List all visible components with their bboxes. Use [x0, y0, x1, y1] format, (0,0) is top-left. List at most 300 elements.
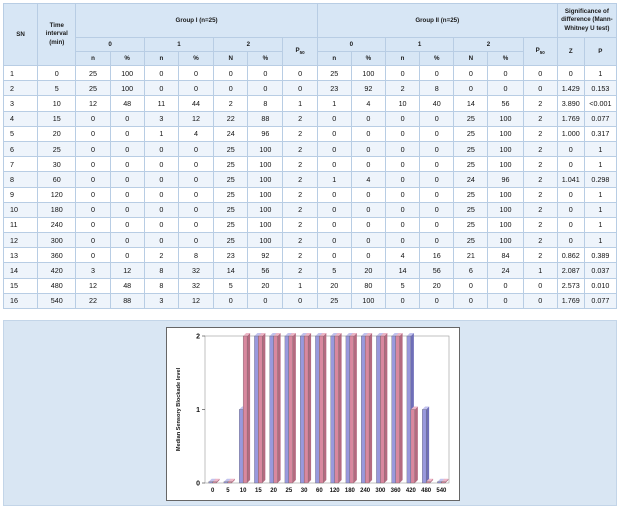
- bar-side: [384, 333, 387, 483]
- table-body: [4, 66, 617, 309]
- table-cell: 0: [110, 202, 144, 217]
- table-cell: 0: [283, 293, 317, 308]
- table-cell: 0: [351, 126, 385, 141]
- table-cell: 0: [76, 187, 110, 202]
- table-cell: 0: [385, 293, 419, 308]
- table-cell: 0: [76, 202, 110, 217]
- table-row: [4, 202, 617, 217]
- table-row: [4, 172, 617, 187]
- table-row: [4, 126, 617, 141]
- table-cell: 0: [283, 66, 317, 81]
- table-cell: 0: [76, 217, 110, 232]
- table-cell: 100: [488, 202, 523, 217]
- bar-side: [354, 333, 357, 483]
- table-cell: 6: [454, 263, 488, 278]
- table-cell: 0: [110, 111, 144, 126]
- table-cell: 0: [76, 126, 110, 141]
- table-cell: 0: [144, 141, 178, 156]
- table-cell: 0: [557, 66, 584, 81]
- table-cell: 0: [385, 66, 419, 81]
- table-cell: 2: [283, 187, 317, 202]
- table-cell: 96: [248, 126, 283, 141]
- table-cell: 2: [523, 248, 557, 263]
- table-cell: 25: [454, 126, 488, 141]
- table-cell: 0: [351, 217, 385, 232]
- table-cell: 0: [144, 187, 178, 202]
- table-cell: 100: [488, 141, 523, 156]
- bar: [411, 410, 415, 484]
- table-cell: 100: [248, 233, 283, 248]
- header-g1-level-1: 1: [144, 38, 213, 52]
- table-cell: 0: [420, 217, 454, 232]
- table-cell: 15: [4, 278, 38, 293]
- table-cell: 2: [385, 81, 419, 96]
- table-cell: 1: [317, 96, 351, 111]
- table-cell: 0: [523, 293, 557, 308]
- table-cell: 100: [488, 187, 523, 202]
- table-cell: 48: [110, 278, 144, 293]
- table-cell: 5: [214, 278, 248, 293]
- table-cell: 48: [110, 96, 144, 111]
- table-cell: 96: [488, 172, 523, 187]
- table-cell: 4: [351, 172, 385, 187]
- table-cell: 0: [178, 66, 213, 81]
- y-tick-label: 0: [196, 480, 200, 488]
- table-cell: 25: [454, 157, 488, 172]
- table-cell: 0: [420, 66, 454, 81]
- table-cell: 25: [76, 81, 110, 96]
- header-g2-l0-n: n: [317, 52, 351, 66]
- table-cell: 0: [178, 172, 213, 187]
- table-cell: 1: [523, 263, 557, 278]
- table-cell: 92: [351, 81, 385, 96]
- table-cell: 0: [178, 141, 213, 156]
- table-row: [4, 141, 617, 156]
- table-cell: 0: [144, 157, 178, 172]
- table-cell: 3: [76, 263, 110, 278]
- table-cell: 0: [110, 141, 144, 156]
- table-cell: 0: [317, 217, 351, 232]
- bar: [331, 336, 335, 483]
- table-cell: 0.077: [584, 293, 616, 308]
- bar: [422, 410, 426, 484]
- table-cell: 2: [4, 81, 38, 96]
- table-cell: 0: [420, 157, 454, 172]
- table-cell: 0: [178, 81, 213, 96]
- table-cell: 0: [110, 187, 144, 202]
- table-cell: 32: [178, 278, 213, 293]
- table-cell: 0: [76, 248, 110, 263]
- table-cell: 100: [248, 157, 283, 172]
- table-row: [4, 111, 617, 126]
- table-cell: 40: [420, 96, 454, 111]
- table-cell: 12: [178, 293, 213, 308]
- bar: [300, 336, 304, 483]
- bar-side: [323, 333, 326, 483]
- bar: [209, 482, 213, 483]
- sensory-blockade-table: [3, 3, 617, 309]
- table-cell: 8: [144, 263, 178, 278]
- table-cell: 2: [283, 141, 317, 156]
- bar: [437, 482, 441, 483]
- header-g1-l2-pct: %: [248, 52, 283, 66]
- table-cell: 7: [4, 157, 38, 172]
- table-cell: 0: [214, 293, 248, 308]
- table-cell: 1.769: [557, 111, 584, 126]
- table-cell: 2: [283, 217, 317, 232]
- table-cell: 32: [178, 263, 213, 278]
- table-cell: 88: [248, 111, 283, 126]
- table-cell: 14: [4, 263, 38, 278]
- table-cell: 480: [38, 278, 76, 293]
- table-cell: 25: [214, 233, 248, 248]
- table-cell: 0: [420, 172, 454, 187]
- table-cell: 3: [144, 293, 178, 308]
- table-cell: 0: [178, 217, 213, 232]
- table-cell: 25: [214, 187, 248, 202]
- table-cell: 0: [110, 172, 144, 187]
- table-cell: 20: [351, 263, 385, 278]
- table-cell: 11: [4, 217, 38, 232]
- table-cell: 2.087: [557, 263, 584, 278]
- header-g2-l1-n: n: [385, 52, 419, 66]
- bar: [228, 482, 232, 483]
- table-cell: 100: [248, 202, 283, 217]
- table-cell: 2: [523, 233, 557, 248]
- table-cell: 0: [110, 248, 144, 263]
- header-z: Z: [557, 38, 584, 66]
- table-cell: 60: [38, 172, 76, 187]
- header-g2-l0-pct: %: [351, 52, 385, 66]
- table-cell: 30: [38, 157, 76, 172]
- table-cell: 0: [454, 278, 488, 293]
- table-cell: 14: [454, 96, 488, 111]
- table-cell: 5: [38, 81, 76, 96]
- bar: [396, 336, 400, 483]
- table-cell: 0: [317, 126, 351, 141]
- table-cell: 11: [144, 96, 178, 111]
- table-cell: 14: [385, 263, 419, 278]
- table-cell: 25: [317, 293, 351, 308]
- chart-box: [166, 327, 460, 501]
- bar-side: [369, 333, 372, 483]
- table-cell: 2.573: [557, 278, 584, 293]
- x-tick-label: 420: [405, 488, 416, 494]
- table-cell: 100: [248, 141, 283, 156]
- y-axis-label: Median Sensory Blockade level: [176, 367, 182, 452]
- table-cell: 0: [248, 66, 283, 81]
- table-cell: 0: [557, 217, 584, 232]
- table-cell: 16: [420, 248, 454, 263]
- x-tick-label: 180: [344, 488, 355, 494]
- table-cell: 2: [283, 172, 317, 187]
- table-cell: 0: [385, 217, 419, 232]
- table-cell: 0: [488, 278, 523, 293]
- table-cell: 25: [214, 157, 248, 172]
- table-cell: 2: [523, 202, 557, 217]
- table-cell: 0: [351, 248, 385, 263]
- table-cell: 0: [178, 233, 213, 248]
- header-g1-level-2: 2: [214, 38, 283, 52]
- table-cell: 22: [76, 293, 110, 308]
- bar-side: [262, 333, 265, 483]
- table-row: [4, 217, 617, 232]
- table-cell: 0: [420, 293, 454, 308]
- table-row: [4, 81, 617, 96]
- table-cell: 2: [283, 263, 317, 278]
- table-cell: 2: [523, 96, 557, 111]
- table-cell: 25: [38, 141, 76, 156]
- table-cell: <0.001: [584, 96, 616, 111]
- bar: [289, 336, 293, 483]
- table-cell: 360: [38, 248, 76, 263]
- table-cell: 0: [385, 126, 419, 141]
- table-cell: 0: [317, 157, 351, 172]
- table-cell: 240: [38, 217, 76, 232]
- table-cell: 0: [385, 202, 419, 217]
- table-cell: 12: [110, 263, 144, 278]
- bar-side: [339, 333, 342, 483]
- table-cell: 0: [351, 111, 385, 126]
- table-cell: 25: [454, 187, 488, 202]
- table-cell: 8: [248, 96, 283, 111]
- header-g2-level-1: 1: [385, 38, 453, 52]
- header-significance: Significance of difference (Mann-Whitney U test): [557, 4, 616, 38]
- table-cell: 100: [351, 66, 385, 81]
- header-g1-l1-n: n: [144, 52, 178, 66]
- x-tick-label: 20: [270, 488, 277, 494]
- figure-panel: [3, 320, 617, 506]
- table-cell: 120: [38, 187, 76, 202]
- table-cell: 0: [523, 66, 557, 81]
- table-cell: 100: [488, 111, 523, 126]
- table-cell: 0: [76, 172, 110, 187]
- table-cell: 80: [351, 278, 385, 293]
- table-cell: 56: [420, 263, 454, 278]
- table-cell: 0: [317, 141, 351, 156]
- table-cell: 0: [557, 202, 584, 217]
- table-cell: 9: [4, 187, 38, 202]
- table-cell: 4: [178, 126, 213, 141]
- bar-side: [426, 407, 429, 484]
- table-cell: 100: [248, 172, 283, 187]
- table-cell: 0: [420, 126, 454, 141]
- table-cell: 8: [420, 81, 454, 96]
- table-cell: 0: [178, 157, 213, 172]
- header-g1-p50: [283, 38, 317, 66]
- table-cell: 0.037: [584, 263, 616, 278]
- bar: [361, 336, 365, 483]
- table-cell: 16: [4, 293, 38, 308]
- table-cell: 5: [385, 278, 419, 293]
- table-cell: 100: [248, 217, 283, 232]
- table-cell: 0: [557, 157, 584, 172]
- table-cell: 0.389: [584, 248, 616, 263]
- bar-side: [247, 333, 250, 483]
- table-cell: 0: [144, 66, 178, 81]
- table-cell: 0.298: [584, 172, 616, 187]
- x-tick-label: 60: [316, 488, 323, 494]
- table-cell: 10: [38, 96, 76, 111]
- table-cell: 100: [110, 66, 144, 81]
- header-g2-level-2: 2: [454, 38, 523, 52]
- table-row: [4, 233, 617, 248]
- table-cell: 180: [38, 202, 76, 217]
- table-cell: 0: [420, 202, 454, 217]
- x-tick-label: 30: [300, 488, 308, 494]
- table-cell: 1: [584, 202, 616, 217]
- table-cell: 56: [488, 96, 523, 111]
- bar: [285, 336, 289, 483]
- table-cell: 1: [584, 157, 616, 172]
- table-cell: 21: [454, 248, 488, 263]
- y-tick-label: 1: [196, 407, 200, 414]
- table-cell: 2: [523, 126, 557, 141]
- table-cell: 0: [385, 141, 419, 156]
- table-cell: 2: [283, 202, 317, 217]
- table-cell: 0: [385, 172, 419, 187]
- table-cell: 8: [178, 248, 213, 263]
- table-cell: 1: [584, 217, 616, 232]
- table-cell: 0: [385, 157, 419, 172]
- table-cell: 1: [4, 66, 38, 81]
- results-table-wrap: [3, 3, 617, 309]
- table-cell: 0: [178, 202, 213, 217]
- bar: [254, 336, 258, 483]
- table-cell: 1: [144, 126, 178, 141]
- table-cell: 0: [248, 293, 283, 308]
- table-cell: 0: [488, 66, 523, 81]
- table-cell: 0: [385, 187, 419, 202]
- table-cell: 0: [317, 187, 351, 202]
- table-cell: 0: [144, 81, 178, 96]
- bar-side: [278, 333, 281, 483]
- bar: [365, 336, 369, 483]
- table-cell: 2: [523, 187, 557, 202]
- table-cell: 8: [144, 278, 178, 293]
- table-cell: 20: [248, 278, 283, 293]
- table-cell: 0: [110, 217, 144, 232]
- table-cell: 44: [178, 96, 213, 111]
- table-cell: 0: [110, 233, 144, 248]
- table-cell: 0.862: [557, 248, 584, 263]
- table-cell: 0.153: [584, 81, 616, 96]
- table-cell: 23: [317, 81, 351, 96]
- table-cell: 25: [76, 66, 110, 81]
- bar: [350, 336, 354, 483]
- table-cell: 2: [283, 126, 317, 141]
- bar: [441, 482, 445, 483]
- table-row: [4, 66, 617, 81]
- table-cell: 0: [144, 172, 178, 187]
- table-cell: 0: [76, 157, 110, 172]
- header-sn: SN: [4, 4, 38, 66]
- table-cell: 0: [76, 233, 110, 248]
- table-cell: 3.890: [557, 96, 584, 111]
- table-cell: 0: [144, 233, 178, 248]
- header-g2-p50: [523, 38, 557, 66]
- table-cell: 100: [488, 157, 523, 172]
- bar: [304, 336, 308, 483]
- table-cell: 24: [214, 126, 248, 141]
- bar: [270, 336, 274, 483]
- x-tick-label: 300: [375, 488, 386, 494]
- table-cell: 0: [317, 233, 351, 248]
- table-cell: 0: [110, 126, 144, 141]
- table-cell: 5: [4, 126, 38, 141]
- table-cell: 100: [488, 126, 523, 141]
- table-cell: 25: [454, 111, 488, 126]
- table-cell: 0: [351, 157, 385, 172]
- table-cell: 84: [488, 248, 523, 263]
- table-cell: 0: [317, 111, 351, 126]
- table-cell: 0: [351, 141, 385, 156]
- table-cell: 0: [351, 233, 385, 248]
- table-cell: 5: [317, 263, 351, 278]
- table-cell: 0: [351, 202, 385, 217]
- table-cell: 6: [4, 141, 38, 156]
- table-cell: 10: [4, 202, 38, 217]
- table-cell: 540: [38, 293, 76, 308]
- x-tick-label: 0: [210, 488, 215, 494]
- table-cell: 0: [420, 111, 454, 126]
- table-cell: 0: [420, 233, 454, 248]
- table-cell: 2: [523, 111, 557, 126]
- sensory-blockade-chart: [167, 328, 461, 502]
- table-cell: 25: [214, 202, 248, 217]
- table-cell: 100: [248, 187, 283, 202]
- table-cell: 0: [351, 187, 385, 202]
- table-cell: 0.317: [584, 126, 616, 141]
- table-cell: 12: [76, 278, 110, 293]
- table-cell: 0.077: [584, 111, 616, 126]
- table-row: [4, 187, 617, 202]
- table-cell: 1: [317, 172, 351, 187]
- table-cell: 0: [385, 111, 419, 126]
- y-tick-label: 2: [196, 333, 200, 341]
- table-cell: 1.000: [557, 126, 584, 141]
- bar: [426, 482, 430, 483]
- header-g1-l1-pct: %: [178, 52, 213, 66]
- x-tick-label: 15: [255, 488, 262, 494]
- table-cell: 25: [454, 233, 488, 248]
- table-cell: 0: [38, 66, 76, 81]
- table-cell: 300: [38, 233, 76, 248]
- table-cell: 0: [317, 202, 351, 217]
- table-cell: 22: [214, 111, 248, 126]
- bar: [239, 410, 243, 484]
- table-cell: 3: [144, 111, 178, 126]
- table-cell: 0: [214, 81, 248, 96]
- bar: [243, 336, 247, 483]
- table-cell: 0: [523, 278, 557, 293]
- bar: [258, 336, 262, 483]
- bar: [315, 336, 319, 483]
- table-row: [4, 263, 617, 278]
- table-cell: 0: [557, 233, 584, 248]
- table-cell: 2: [523, 141, 557, 156]
- table-cell: 24: [488, 263, 523, 278]
- table-cell: 0.010: [584, 278, 616, 293]
- header-g1-l0-pct: %: [110, 52, 144, 66]
- table-cell: 1.429: [557, 81, 584, 96]
- header-g1-l2-n: N: [214, 52, 248, 66]
- table-cell: 12: [178, 111, 213, 126]
- x-tick-label: 10: [239, 488, 247, 494]
- table-cell: 1: [584, 187, 616, 202]
- table-cell: 14: [214, 263, 248, 278]
- table-cell: 0: [76, 111, 110, 126]
